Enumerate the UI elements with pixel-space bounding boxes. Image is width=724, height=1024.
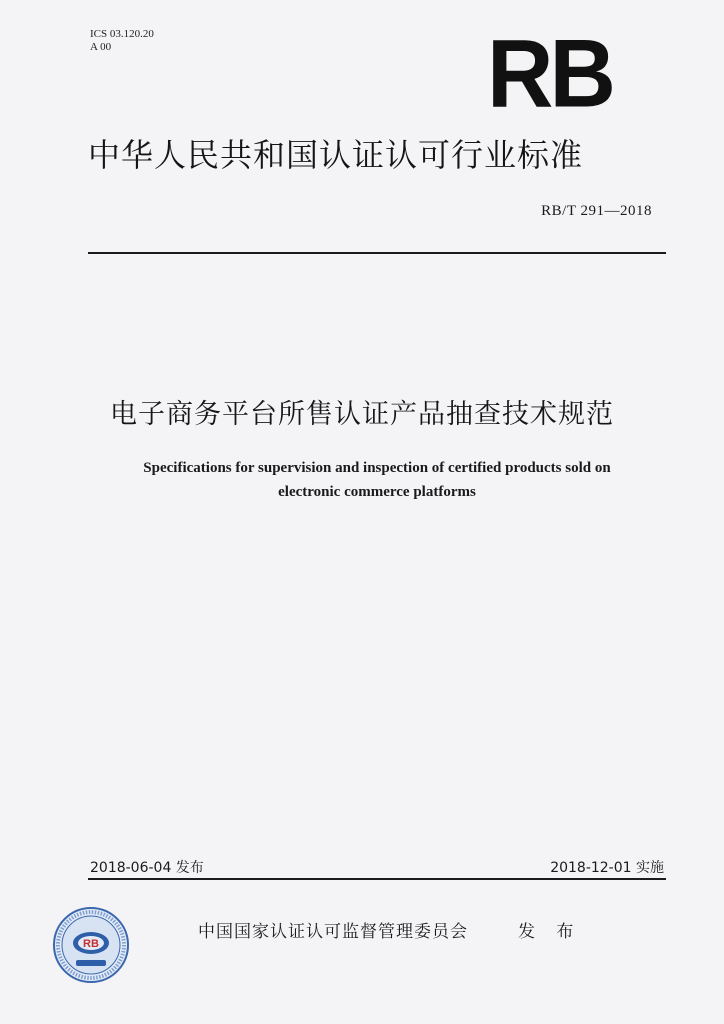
publisher-name: 中国国家认证认可监督管理委员会 — [198, 922, 468, 942]
document-title-zh: 电子商务平台所售认证产品抽查技术规范 — [110, 399, 614, 430]
publish-label: 发 布 — [518, 922, 582, 942]
classification-codes — [90, 28, 154, 54]
bottom-divider — [88, 878, 666, 880]
document-title-en-line2: electronic commerce platforms — [278, 484, 476, 500]
top-divider — [88, 252, 666, 254]
document-title-en-line1: Specifications for supervision and inspection of certified products sold on — [143, 460, 611, 476]
issue-date: 2018-06-04 发布 — [90, 860, 204, 876]
standard-category-title: 中华人民共和国认证认可行业标准 — [88, 136, 584, 174]
document-title-en — [90, 456, 664, 504]
class-code: A 00 — [90, 41, 112, 53]
standard-number: RB/T 291—2018 — [541, 203, 652, 219]
seal-logo-text: RB — [83, 938, 99, 950]
rb-logo: RB — [487, 20, 612, 128]
effective-date: 2018-12-01 实施 — [550, 860, 664, 876]
ics-code: ICS 03.120.20 — [90, 28, 154, 40]
certification-seal-icon — [52, 906, 130, 984]
